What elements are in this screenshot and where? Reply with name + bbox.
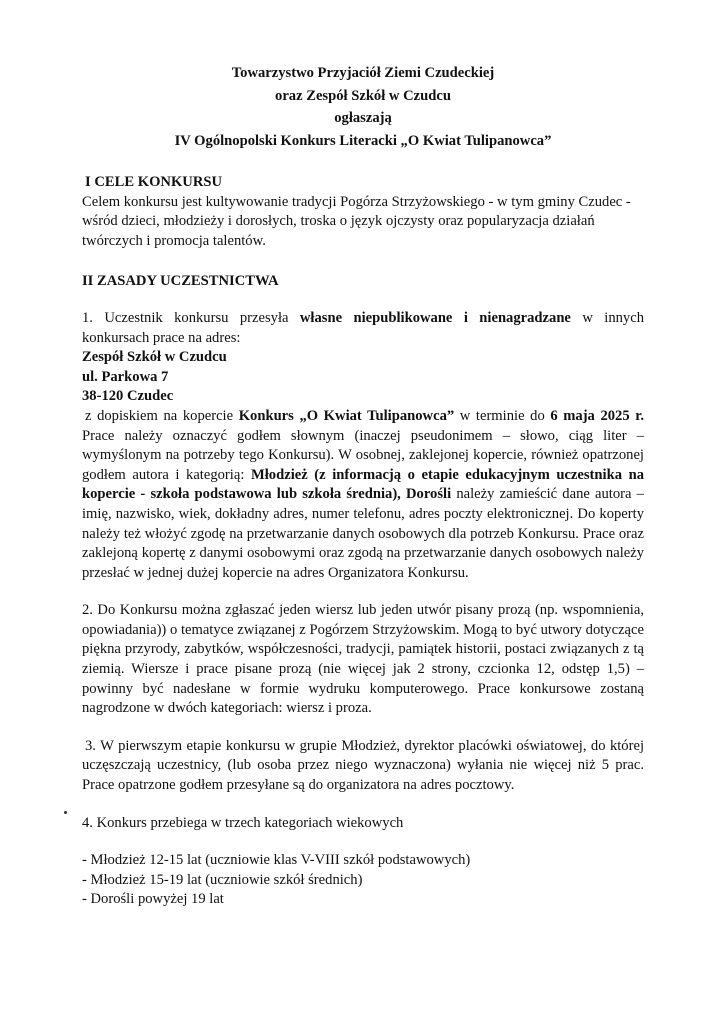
rule-1-text-a: 1. Uczestnik konkursu przesyła	[82, 309, 300, 326]
list-item: - Dorośli powyżej 19 lat	[82, 891, 224, 908]
rule-1-text-d: z dopiskiem na kopercie	[85, 407, 239, 424]
document-page	[82, 58, 644, 910]
rule-1-text-f: w terminie do	[454, 407, 551, 424]
header-announce: ogłaszają	[334, 110, 392, 126]
section-goals	[82, 173, 644, 251]
address-line-2: ul. Parkowa 7	[82, 368, 169, 385]
rule-3: 3. W pierwszym etapie konkursu w grupie Młodzież, dyrektor placówki oświatowej, do której uczęszczają uczestnicy, (lub osoba przez niego wyznaczona) wyłania nie więcej niż 5 prac. Prace opatrzone godłem przesyłane są do organizatora na adres pocztowy.	[82, 737, 644, 794]
rule-1-text-j: należy zamieścić dane autora – imię, nazwisko, wiek, dokładny adres, numer telefonu, adres poczty elektronicznej. Do koperty należy też włożyć zgodę na przetwarzanie danych osobowych dla potrzeb Konkursu. Prace oraz zaklejoną kopertę z danymi osobowymi oraz zgodą na przetwarzanie danych osobowych należy przesłać w jednej dużej kopercie na adres Organizatora Konkursu.	[82, 486, 644, 581]
header-organizer: Towarzystwo Przyjaciół Ziemi Czudeckiej	[231, 65, 495, 81]
rule-1-text-h: Prace należy oznaczyć godłem słownym (inaczej pseudonimem – słowo, ciąg liter – wymyślonym na potrzeby tego Konkursu). W osobnej, zaklejonej kopercie, również opatrzonej godłem autora i kategorią:	[82, 427, 644, 483]
rule-1-categories: Młodzież (z informacją o etapie edukacyjnym uczestnika na kopercie - szkoła podstawowa lub szkoła średnia), Dorośli	[82, 466, 644, 503]
rule-2: 2. Do Konkursu można zgłaszać jeden wiersz lub jeden utwór pisany prozą (np. wspomnienia, opowiadania)) o tematyce związanej z Pogórzem Strzyżowskim. Mogą to być utwory dotyczące piękna przyrody, zabytków, współczesności, tradycji, pamiątek historii, postaci związanych z tą ziemią. Wiersze i prace pisane prozą (nie więcej jak 2 strony, czcionka 12, odstęp 1,5) – powinny być nadesłane w formie wydruku komputerowego. Prace konkursowe zostaną nagrodzone w dwóch kategoriach: wiersz i proza.	[82, 602, 644, 717]
rule-4: 4. Konkurs przebiega w trzech kategoriach wiekowych	[82, 814, 404, 831]
section-rules-title: II ZASADY UCZESTNICTWA	[82, 273, 279, 290]
list-item: - Młodzież 12-15 lat (uczniowie klas V-VIII szkół podstawowych)	[82, 852, 471, 869]
section-goals-text: Celem konkursu jest kultywowanie tradycji Pogórza Strzyżowskiego - w tym gminy Czudec - wśród dzieci, młodzieży i dorosłych, troska o język ojczysty oraz popularyzacja działań twórczych i promocja talentów.	[82, 193, 631, 249]
rule-1	[82, 309, 644, 583]
header-co-organizer: oraz Zespół Szkół w Czudcu	[275, 87, 451, 104]
section-rules	[82, 272, 644, 910]
rule-1-details	[82, 407, 644, 583]
section-goals-title: I CELE KONKURSU	[85, 174, 223, 190]
header-contest-title: IV Ogólnopolski Konkurs Literacki „O Kwiat Tulipanowca”	[174, 132, 552, 149]
document-header	[82, 62, 644, 152]
list-item: - Młodzież 15-19 lat (uczniowie szkół średnich)	[82, 871, 363, 888]
age-categories-list	[82, 851, 644, 910]
scan-speck	[64, 811, 67, 814]
rule-1-deadline: 6 maja 2025 r.	[550, 407, 645, 424]
address-line-3: 38-120 Czudec	[82, 388, 174, 405]
rule-1-emphasis: własne niepublikowane i nienagradzane	[299, 309, 571, 326]
rule-1-intro	[82, 309, 644, 348]
rule-1-envelope-label: Konkurs „O Kwiat Tulipanowca”	[238, 407, 455, 424]
rule-1-text-c: w innych konkursach prace na adres:	[82, 309, 645, 346]
address-line-1: Zespół Szkół w Czudcu	[82, 349, 227, 366]
